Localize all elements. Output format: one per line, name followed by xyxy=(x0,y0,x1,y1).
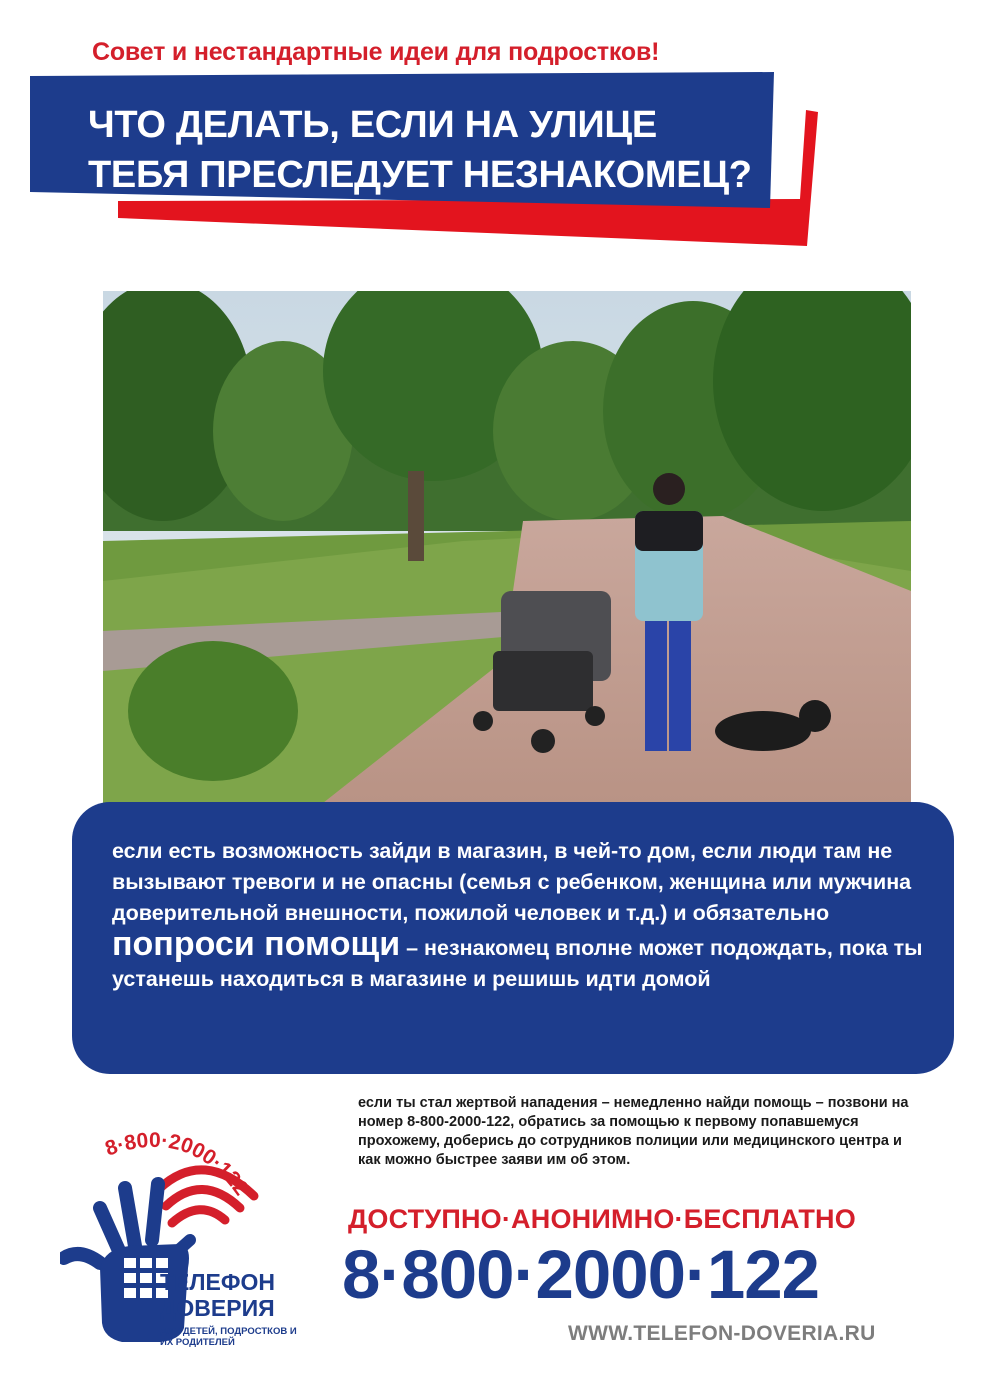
helpline-logo-icon xyxy=(60,1128,320,1358)
slogan: ДОСТУПНО·АНОНИМНО·БЕСПЛАТНО xyxy=(348,1204,856,1234)
info-text xyxy=(112,836,942,995)
logo-line1: ТЕЛЕФОН xyxy=(160,1269,275,1295)
info-text-part1: если есть возможность зайди в магазин, в чей-то дом, если люди там не вызывают тревоги и не опасны (семья с ребенком, женщина или мужчина доверительной внешности, пожилой человек и т.д.) и обязательно xyxy=(112,839,912,925)
park-scene-image xyxy=(103,291,911,803)
website-link[interactable]: WWW.TELEFON-DOVERIA.RU xyxy=(568,1322,876,1345)
info-emphasis: попроси помощи xyxy=(112,925,401,963)
phone-number: 8·800·2000·122 xyxy=(342,1236,820,1313)
header-kicker: Совет и нестандартные идеи для подростков! xyxy=(92,38,660,66)
logo-line2: ДОВЕРИЯ xyxy=(160,1295,275,1321)
info-text-part2: – незнакомец вполне может подождать, пока ты устанешь находиться в магазине и решишь идти домой xyxy=(112,936,923,991)
logo-subtitle: ДЛЯ ДЕТЕЙ, ПОДРОСТКОВ И ИХ РОДИТЕЛЕЙ xyxy=(160,1326,297,1348)
page-title: ЧТО ДЕЛАТЬ, ЕСЛИ НА УЛИЦЕ ТЕБЯ ПРЕСЛЕДУЕТ НЕЗНАКОМЕЦ? xyxy=(88,104,752,196)
emergency-note: если ты стал жертвой нападения – немедленно найди помощь – позвони на номер 8-800-2000-122, обратись за помощью к первому попавшемуся прохожему, доберись до сотрудников полиции или медицинского центра и как можно быстрее заяви им об этом. xyxy=(358,1095,909,1168)
logo-arc-number: 8·800·2000·122 xyxy=(102,1128,253,1200)
